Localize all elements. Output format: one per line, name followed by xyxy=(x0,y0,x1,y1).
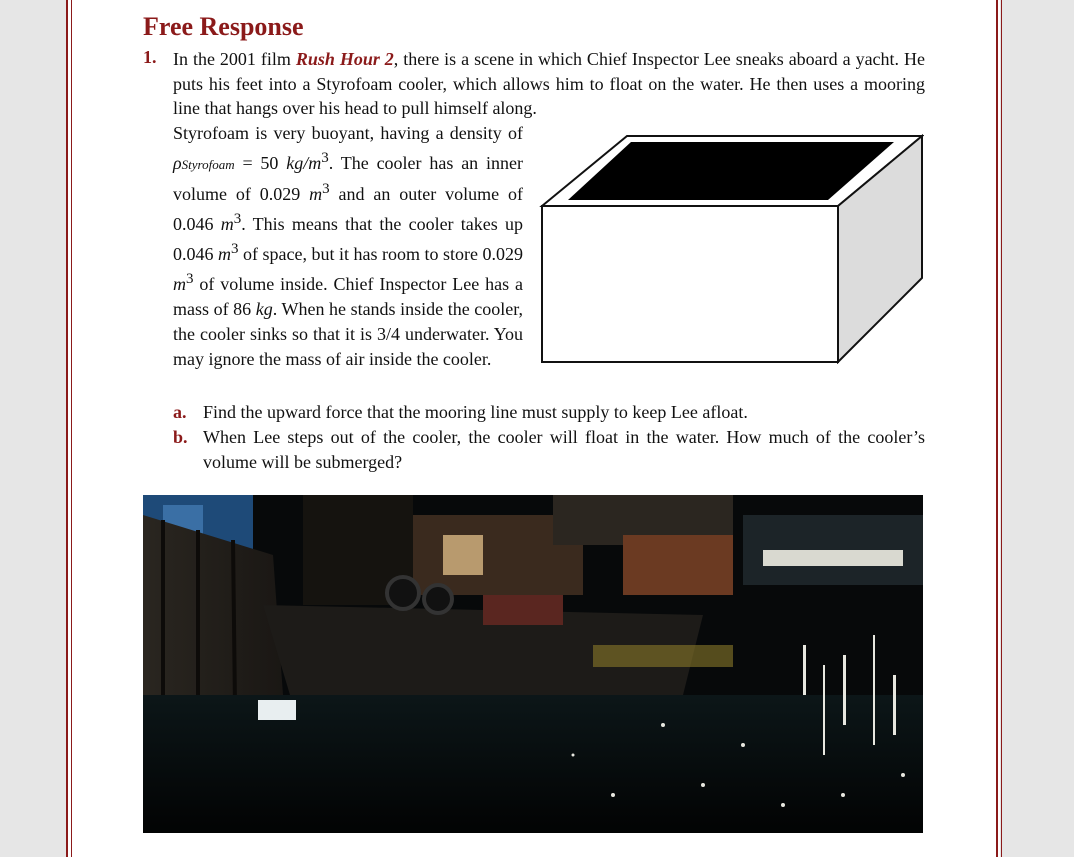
part-label: b. xyxy=(173,427,188,447)
right-border-rule-inner xyxy=(1001,0,1002,857)
cooler-front-face xyxy=(542,206,838,362)
part-label: a. xyxy=(173,402,187,422)
question-number: 1. xyxy=(143,47,157,67)
section-title: Free Response xyxy=(143,12,304,41)
question-intro: In the 2001 film Rush Hour 2, there is a scene in which Chief Inspector Lee sneaks aboard a yacht. He puts his feet into a Styrofoam cooler, which allows him to float on the water. He then uses a mooring line that hangs over his head to pull himself along. xyxy=(173,49,925,118)
left-border-rule xyxy=(66,0,68,857)
part-a: a. Find the upward force that the mooring line must supply to keep Lee afloat. xyxy=(173,400,925,425)
cooler-diagram xyxy=(538,128,924,364)
question-details: Styrofoam is very buoyant, having a density of ρStyrofoam = 50 $kg/m^3$. The cooler has an inner volume of 0.029 $m^3$ and an outer volume of 0.046 $m^3$. This means that the cooler takes up 0.046 $m^3$ of space, but it has room to store 0.029 $m^3$ of volume inside. Chief Inspector Lee has a mass of 86 kg. When he stands inside the cooler, the cooler sinks so that it is 3/4 underwater. You may ignore the mass of air inside the cooler. xyxy=(173,123,524,369)
harbor-photo xyxy=(143,495,923,833)
question-parts xyxy=(173,400,925,475)
film-title: Rush Hour 2 xyxy=(295,49,394,69)
part-b: b. When Lee steps out of the cooler, the cooler will float in the water. How much of the cooler’s volume will be submerged? xyxy=(173,427,925,472)
right-border-rule xyxy=(996,0,998,857)
left-border-rule-inner xyxy=(71,0,72,857)
